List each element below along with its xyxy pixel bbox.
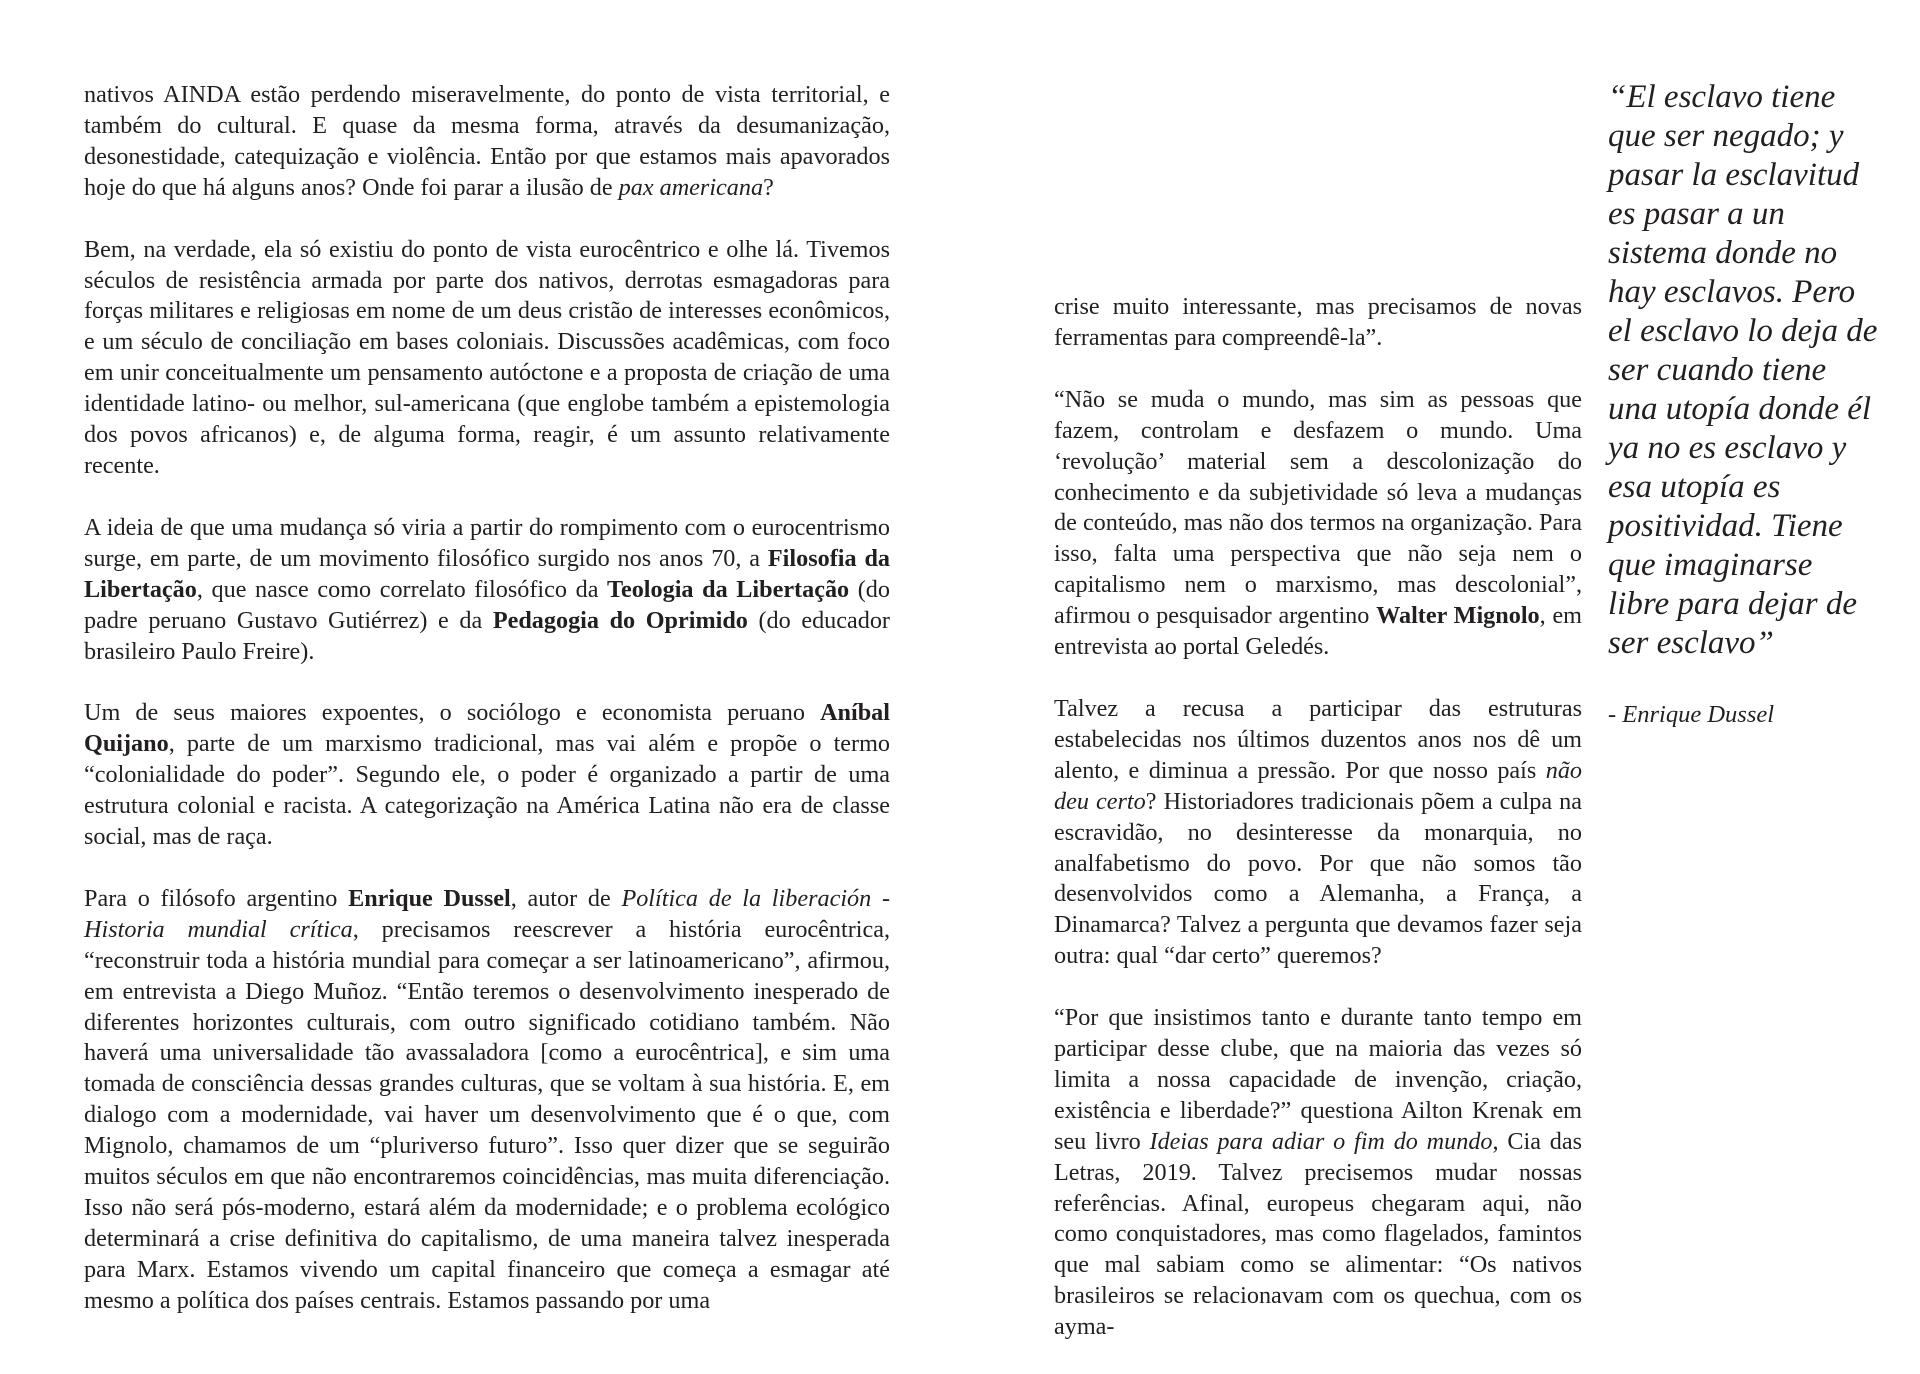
text-run: A ideia de que uma mudança só viria a partir do rompimento com o eurocentrismo surge, em parte, de um movimento filosófico surgido nos anos 70, a: [84, 513, 890, 572]
bold-term: Filosofia da Libertação: [84, 544, 890, 603]
paragraph: [1054, 1003, 1582, 1343]
text-run: Um de seus maiores expoentes, o sociólogo e economista peruano: [84, 699, 821, 727]
pull-quote-text: “El esclavo tiene que ser negado; y pasar la esclavitud es pasar a un sistema donde no hay esclavos. Pero el esclavo lo deja de ser cuando tiene una utopía donde él ya no es esclavo y esa utopía es positividad. Tiene que imaginarse libre para dejar de ser esclavo”: [1608, 79, 1878, 661]
paragraph: [84, 513, 890, 668]
text-run: Talvez a recusa a participar das estruturas estabelecidas nos últimos duzentos anos nos dê um alento, e diminua a pressão. Por que nosso país: [1054, 694, 1582, 784]
text-run: “Não se muda o mundo, mas sim as pessoas que fazem, controlam e desfazem o mundo. Uma ‘revolução’ material sem a descolonização do conhecimento e da subjetividade só leva a mudanças de conteúdo, mas não dos termos na organização. Para isso, falta uma perspectiva que não seja nem o capitalismo nem o marxismo, mas descolonial”, afirmou o pesquisador argentino: [1054, 385, 1582, 630]
text-run: (do padre peruano Gustavo Gutiérrez) e da: [84, 575, 890, 634]
middle-text-column: [1054, 292, 1582, 1374]
left-text-column: [84, 80, 890, 1348]
pull-quote-attribution: - Enrique Dussel: [1608, 701, 1775, 728]
paragraph: [1054, 385, 1582, 663]
italic-term: Política de la liberación - Historia mundial crítica: [84, 884, 891, 943]
bold-term: Enrique Dussel: [348, 884, 511, 912]
text-run: , autor de: [510, 884, 622, 912]
text-run: , em entrevista ao portal Geledés.: [1054, 602, 1582, 661]
text-run: ?: [763, 173, 774, 201]
text-run: , parte de um marxismo tradicional, mas vai além e propõe o termo “colonialidade do poder”. Segundo ele, o poder é organizado a partir de uma estrutura colonial e racista. A categorização na América Latina não era de classe social, mas de raça.: [84, 730, 890, 851]
bold-term: Pedagogia do Oprimido: [492, 606, 748, 634]
italic-term: pax americana: [618, 173, 764, 201]
bold-term: Teologia da Libertação: [607, 575, 850, 603]
bold-term: Walter Mignolo: [1376, 602, 1540, 630]
text-run: Para o filósofo argentino: [84, 884, 349, 912]
paragraph: crise muito interessante, mas precisamos de novas ferramentas para compreendê-la”.: [1054, 293, 1582, 351]
paragraph: [84, 884, 890, 1317]
paragraph: [84, 698, 890, 853]
bold-term: Aníbal Quijano: [84, 699, 890, 758]
text-run: , precisamos reescrever a história eurocêntrica, “reconstruir toda a história mundial para começar a ser latinoamericano”, afirmou, em entrevista a Diego Muñoz. “Então teremos o desenvolvimento inesperado de diferentes horizontes culturais, com outro significado cotidiano também. Não haverá uma universalidade tão avassaladora [como a eurocêntrica], e sim uma tomada de consciência dessas grandes culturas, que se voltam à sua história. E, em dialogo com a modernidade, vai haver um desenvolvimento que é o que, com Mignolo, chamamos de um “pluriverso futuro”. Isso quer dizer que se seguirão muitos séculos em que não encontraremos coincidências, mas muita diferenciação. Isso não será pós-moderno, estará além da modernidade; e o problema ecológico determinará a crise definitiva do capitalismo, de uma maneira talvez inesperada para Marx. Estamos vivendo um capital financeiro que começa a esmagar até mesmo a política dos países centrais. Estamos passando por uma: [84, 915, 891, 1314]
paragraph: Bem, na verdade, ela só existiu do ponto de vista eurocêntrico e olhe lá. Tivemos séculos de resistência armada por parte dos nativos, derrotas esmagadoras para forças militares e religiosas em nome de um deus cristão de interesses econômicos, e um século de conciliação em bases coloniais. Discussões acadêmicas, com foco em unir conceitualmente um pensamento autóctone e a proposta de criação de uma identidade latino- ou melhor, sul-americana (que englobe também a epistemologia dos povos africanos) e, de alguma forma, reagir, é um assunto relativamente recente.: [84, 235, 890, 479]
paragraph: [84, 80, 890, 204]
text-run: , Cia das Letras, 2019. Talvez precisemos mudar nossas referências. Afinal, europeus chegaram aqui, não como conquistadores, mas como flagelados, famintos que mal sabiam como se alimentar: “Os nativos brasileiros se relacionavam com os quechua, com os ayma-: [1054, 1127, 1582, 1341]
text-run: nativos AINDA estão perdendo miseravelmente, do ponto de vista territorial, e também do cultural. E quase da mesma forma, através da desumanização, desonestidade, catequização e violência. Então por que estamos mais apavorados hoje do que há alguns anos? Onde foi parar a ilusão de: [84, 81, 890, 201]
paragraph: [1054, 694, 1582, 972]
text-run: (do educador brasileiro Paulo Freire).: [84, 606, 890, 665]
italic-term: Ideias para adiar o fim do mundo: [1149, 1127, 1493, 1155]
italic-term: não deu certo: [1054, 756, 1582, 815]
text-run: “Por que insistimos tanto e durante tanto tempo em participar desse clube, que na maioria das vezes só limita a nossa capacidade de invenção, criação, existência e liberdade?” questiona Ailton Krenak em seu livro: [1054, 1004, 1582, 1155]
text-run: , que nasce como correlato filosófico da: [196, 575, 608, 603]
pull-quote: [1608, 78, 1880, 730]
text-run: ? Historiadores tradicionais põem a culpa na escravidão, no desinteresse da monarquia, no analfabetismo do povo. Por que não somos tão desenvolvidos como a Alemanha, a França, a Dinamarca? Talvez a pergunta que devamos fazer seja outra: qual “dar certo” queremos?: [1054, 787, 1582, 970]
